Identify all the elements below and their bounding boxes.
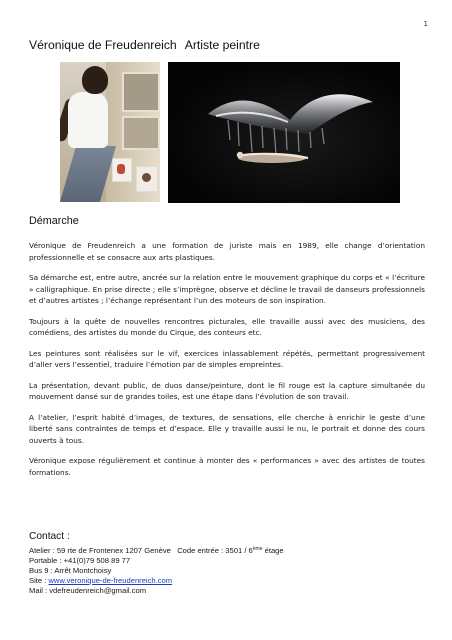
contact-block (29, 545, 429, 596)
contact-heading: Contact : (29, 531, 70, 542)
code-sup: ème (252, 546, 263, 552)
artist-name: Véronique de Freudenreich (29, 38, 177, 52)
page-number: 1 (423, 20, 428, 28)
artist-role: Artiste peintre (184, 38, 260, 52)
code-suffix: étage (262, 546, 284, 555)
paragraph: Véronique expose régulièrement et continue à monter des « performances » avec des artistes de toutes formations. (29, 456, 425, 477)
section-heading: Démarche (29, 215, 79, 227)
site-label: Site : (29, 575, 49, 585)
contact-mail: Mail : vdefreudenreich@gmail.com (29, 585, 147, 595)
photo-dancer (60, 62, 160, 202)
paragraph: Toujours à la quête de nouvelles rencontres picturales, elle travaille aussi avec des musiciens, des comédiens, des artistes du monde du Cirque, des conteurs etc. (29, 316, 425, 337)
page-title (29, 38, 260, 52)
atelier-address: Atelier : 59 rte de Frontenex 1207 Genève (29, 546, 171, 555)
photo-performance (168, 62, 400, 203)
paragraphs (29, 240, 425, 487)
paragraph: Les peintures sont réalisées sur le vif, exercices inlassablement répétés, permettant progressivement d’aller vers l’essentiel, traduire l’émotion par de simples empreintes. (29, 348, 425, 369)
paragraph: Sa démarche est, entre autre, ancrée sur la relation entre le mouvement graphique du corps et « l’écriture » calligraphique. En prise directe ; elle s’imprègne, observe et décline le travail de danseurs professionnels et d’autres artistes ; l’échange représentant l’un des moteurs de son inspiration. (29, 273, 425, 305)
site-link[interactable]: www.veronique-de-freudenreich.com (48, 575, 173, 585)
paragraph: A l’atelier, l’esprit habité d’images, de textures, de sensations, elle cherche à enrichir le geste d’une liberté sans contraintes de temps et d’espace. Elle y travaille aussi le nu, le portrait et donne des cours ouverts à tous. (29, 412, 425, 445)
contact-site (29, 576, 429, 586)
paragraph: Véronique de Freudenreich a une formation de juriste mais en 1989, elle change d’orientation professionnelle et se consacre aux arts plastiques. (29, 241, 425, 262)
contact-portable: Portable : +41(0)79 508 89 77 (29, 555, 131, 565)
paragraph: La présentation, devant public, de duos danse/peinture, dont le fil rouge est la capture simultanée du mouvement dansé sur de grandes toiles, est une étape dans l’évolution de son travail. (29, 380, 425, 401)
code-entry: Code entrée : 3501 / 6 (177, 546, 253, 555)
contact-atelier (29, 545, 429, 556)
contact-bus: Bus 9 : Arrêt Montchoisy (29, 565, 112, 575)
